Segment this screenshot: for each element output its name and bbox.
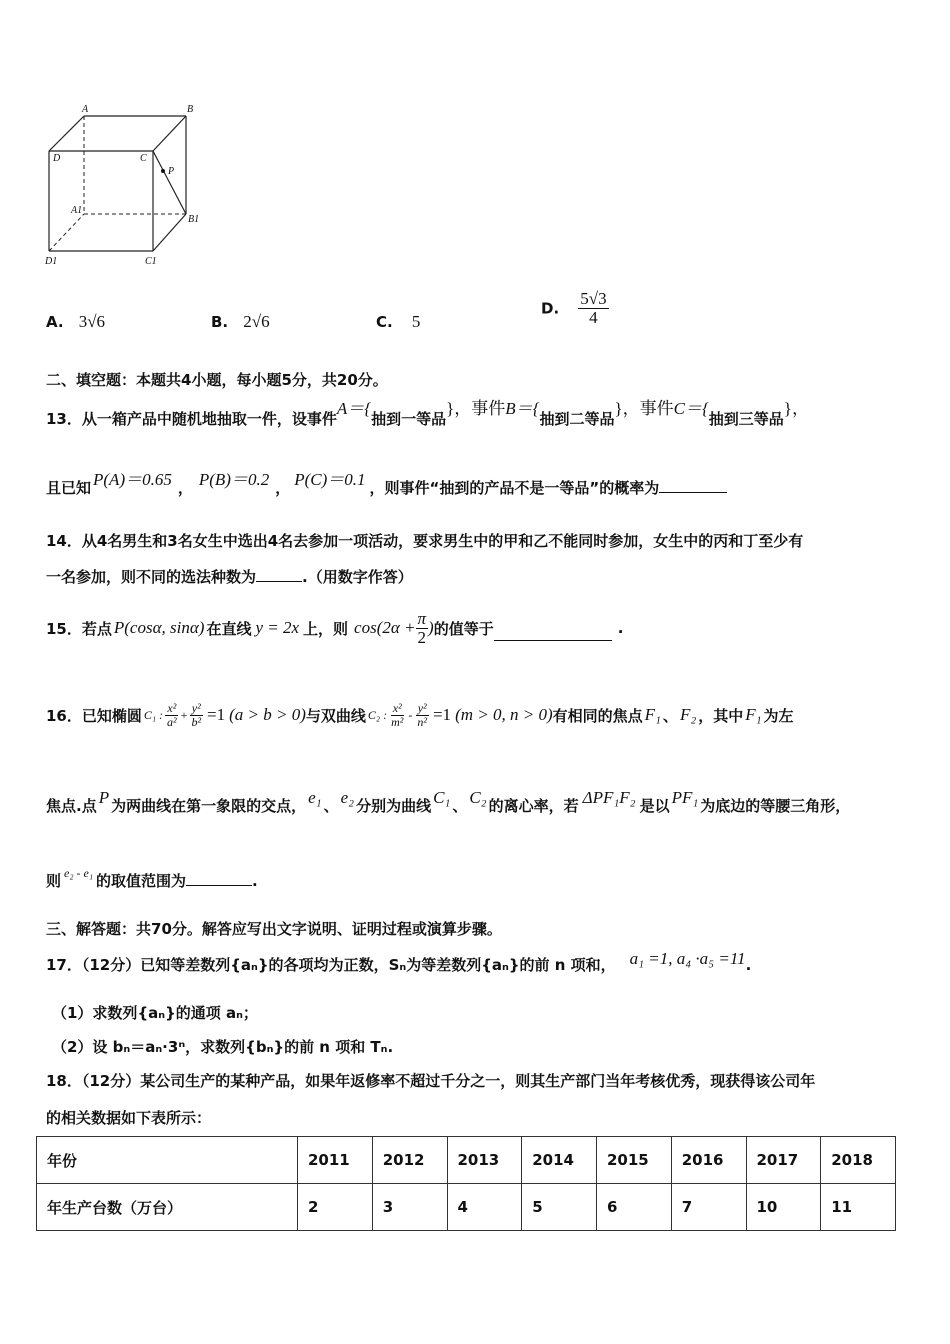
table-cell: 2018 — [821, 1137, 896, 1184]
q15-text-4: 的值等于 — [433, 619, 494, 638]
q17-condition: a₁ =1, a₄ ·a₅ =11 — [629, 949, 746, 968]
q14-line1: 14．从4名男生和3名女生中选出4名去参加一项活动，要求男生中的甲和乙不能同时参加，女生中的丙和丁至少有 — [46, 532, 804, 550]
vertex-d1-label: D1 — [45, 256, 58, 267]
vertex-a-label: A — [82, 104, 89, 115]
table-cell: 7 — [671, 1184, 746, 1231]
q16-text-1: 16．已知椭圆 — [46, 706, 142, 725]
q16-eq1: =1 — [207, 705, 226, 724]
table-cell: 4 — [447, 1184, 522, 1231]
q14-ask: 一名参加，则不同的选法种数为 — [46, 568, 257, 586]
q17-part1: （1）求数列{aₙ}的通项 aₙ； — [52, 1004, 258, 1022]
q16-sep3: 、 — [452, 797, 468, 815]
q16-b2: b² — [191, 714, 202, 729]
q13-text-1: 13．从一箱产品中随机地抽取一件，设事件 — [46, 410, 337, 428]
q13-given: 且已知 — [46, 479, 92, 497]
q13-ask: ，则事件“抽到的产品不是一等品”的概率为 — [369, 479, 660, 497]
q15-two: 2 — [417, 627, 427, 647]
point-p — [161, 169, 165, 173]
table-cell: 2016 — [671, 1137, 746, 1184]
q14-note: .（用数字作答） — [302, 568, 413, 586]
option-d-numerator: 5√3 — [580, 289, 607, 308]
q16-l2-text-6: 为底边的等腰三角形， — [700, 797, 851, 815]
q16-l3-text-1: 则 — [46, 872, 62, 890]
option-c-label: C. — [376, 313, 393, 331]
q15-period: . — [617, 619, 624, 637]
option-b-label: B. — [211, 313, 229, 331]
table-cell: 2 — [298, 1184, 373, 1231]
q16-eq2: =1 — [432, 705, 452, 724]
q16-period: . — [252, 872, 258, 890]
q15-line-eq: y = 2x — [255, 618, 300, 637]
q15-text-3: 上，则 — [303, 619, 349, 638]
option-c[interactable] — [376, 312, 420, 332]
vertex-b1-label: B1 — [188, 214, 200, 225]
q16-y2: y² — [191, 700, 201, 715]
q16-text-3: 有相同的焦点 — [552, 706, 643, 725]
q16-c2: C₂ : — [367, 707, 388, 722]
q16-l2-text-4: 的离心率，若 — [488, 797, 579, 815]
q16-line3 — [46, 866, 258, 891]
q13-prob-c: P(C)＝0.1 — [294, 470, 366, 489]
q16-l2-text-3: 分别为曲线 — [356, 797, 432, 815]
q13-event-b: B＝{ — [505, 399, 540, 418]
q17-part2: （2）设 bₙ＝aₙ·3ⁿ，求数列{bₙ}的前 n 项和 Tₙ. — [52, 1038, 394, 1056]
table-cell: 2011 — [298, 1137, 373, 1184]
vertex-d-label: D — [53, 153, 61, 164]
q15-line — [46, 604, 623, 652]
q13-text-4: }， — [783, 399, 809, 418]
q16-e2: e₂ — [340, 788, 355, 807]
option-d-denominator: 4 — [589, 307, 598, 327]
q16-line1 — [46, 690, 794, 740]
q17-end: . — [745, 956, 752, 974]
q16-curve-c2: C₂ — [469, 788, 487, 807]
q16-x2: x² — [167, 700, 177, 715]
q16-text-4: ，其中 — [698, 706, 744, 725]
q16-a2: a² — [167, 714, 177, 729]
q13-text-2: }，事件 — [446, 399, 506, 418]
q16-y2b: y² — [417, 700, 427, 715]
q16-point-p: P — [98, 788, 110, 807]
q13-answer-blank[interactable] — [659, 478, 727, 493]
q18-line2: 的相关数据如下表所示： — [46, 1109, 212, 1127]
q16-minus: - — [408, 707, 413, 722]
q16-text-5: 为左 — [763, 706, 794, 725]
q16-f1: F₁ — [644, 705, 661, 724]
table-cell: 2017 — [746, 1137, 821, 1184]
vertex-c-label: C — [140, 153, 147, 164]
option-c-value: 5 — [411, 312, 421, 331]
q16-l2-text-5: 是以 — [639, 797, 670, 815]
table-cell: 3 — [372, 1184, 447, 1231]
q16-l3-text-2: 的取值范围为 — [96, 872, 187, 890]
q16-f1b: F₁ — [745, 705, 762, 724]
q16-diff: e₂ - e₁ — [64, 866, 94, 880]
q16-cond1: (a > b > 0) — [229, 705, 306, 724]
option-b[interactable] — [211, 312, 270, 332]
q18-line1: 18．（12分）某公司生产的某种产品，如果年返修率不超过千分之一，则其生产部门当年考核优秀，现获得该公司年 — [46, 1072, 816, 1090]
q15-pi: π — [417, 608, 427, 628]
q16-m2: m² — [391, 714, 404, 729]
q15-cos-post: ) — [428, 618, 434, 637]
data-table — [36, 1136, 896, 1231]
option-a[interactable] — [46, 312, 105, 332]
q17-stem-text: 17．（12分）已知等差数列{aₙ}的各项均为正数，Sₙ为等差数列{aₙ}的前 n 项和， — [46, 956, 616, 974]
q13-line2: 且已知 P(A)＝0.65 ， P(B)＝0.2 ， P(C)＝0.1 ，则事件“抽到的产品不是一等品”的概率为 — [46, 473, 727, 498]
q16-line2 — [46, 788, 851, 816]
vertex-c1-label: C1 — [145, 256, 157, 267]
table-cell: 5 — [522, 1184, 597, 1231]
section3-heading: 三、解答题：共70分。解答应写出文字说明、证明过程或演算步骤。 — [46, 920, 502, 938]
q15-text-1: 15．若点 — [46, 619, 112, 638]
option-b-value: 2√6 — [243, 312, 270, 331]
q16-x2b: x² — [392, 700, 402, 715]
q13-prob-b: P(B)＝0.2 — [198, 470, 270, 489]
table-cell: 2013 — [447, 1137, 522, 1184]
table-cell: 2015 — [597, 1137, 672, 1184]
q16-answer-blank[interactable] — [186, 871, 252, 886]
q16-n2: n² — [417, 714, 427, 729]
q15-text-2: 在直线 — [206, 619, 252, 638]
table-cell: 2012 — [372, 1137, 447, 1184]
q15-cos-pre: cos(2α + — [354, 618, 416, 637]
q13-line1 — [46, 399, 809, 429]
section2-heading: 二、填空题：本题共4小题，每小题5分，共20分。 — [46, 371, 388, 389]
q16-l2-text-1: 焦点.点 — [46, 797, 97, 815]
q17-stem — [46, 949, 752, 975]
q16-sep1: 、 — [662, 706, 678, 725]
vertex-p-label: P — [168, 166, 175, 177]
option-d-label: D. — [541, 299, 560, 318]
q14-line2 — [46, 566, 413, 587]
q13-draw-b: 抽到二等品 — [539, 410, 615, 428]
q16-f2: F₂ — [679, 705, 697, 724]
table-cell: 10 — [746, 1184, 821, 1231]
q16-text-2: 与双曲线 — [305, 706, 366, 725]
q15-answer-blank[interactable] — [494, 626, 612, 641]
table-cell: 2014 — [522, 1137, 597, 1184]
q13-event-a: A＝{ — [336, 399, 372, 418]
q13-draw-a: 抽到一等品 — [371, 410, 447, 428]
option-d[interactable] — [541, 290, 609, 327]
q15-point: P(cosα, sinα) — [113, 618, 205, 637]
q13-text-3: }，事件 — [614, 399, 674, 418]
table-header-count: 年生产台数（万台） — [37, 1184, 298, 1231]
vertex-b-label: B — [187, 104, 194, 115]
table-header-year: 年份 — [37, 1137, 298, 1184]
q16-l2-text-2: 为两曲线在第一象限的交点， — [111, 797, 307, 815]
q16-pf1: PF₁ — [671, 788, 699, 807]
q16-plus: + — [180, 707, 188, 722]
q16-c1: C₁ : — [143, 707, 164, 722]
q16-curve-c1: C₁ — [433, 788, 451, 807]
q13-draw-c: 抽到三等品 — [708, 410, 784, 428]
table-row-years — [37, 1137, 896, 1184]
q16-e1: e₁ — [308, 788, 322, 807]
q14-answer-blank[interactable] — [256, 567, 302, 582]
q13-prob-a: P(A)＝0.65 — [93, 470, 172, 489]
option-a-label: A. — [46, 313, 64, 331]
vertex-a1-label: A1 — [71, 205, 83, 216]
option-a-value: 3√6 — [78, 312, 106, 331]
q16-triangle: ΔPF₁F₂ — [582, 788, 636, 807]
table-cell: 6 — [597, 1184, 672, 1231]
q13-event-c: C＝{ — [673, 399, 709, 418]
q16-sep2: 、 — [323, 797, 339, 815]
cube-figure — [36, 100, 216, 272]
table-cell: 11 — [821, 1184, 896, 1231]
table-row-counts — [37, 1184, 896, 1231]
q16-cond2: (m > 0, n > 0) — [455, 705, 553, 724]
